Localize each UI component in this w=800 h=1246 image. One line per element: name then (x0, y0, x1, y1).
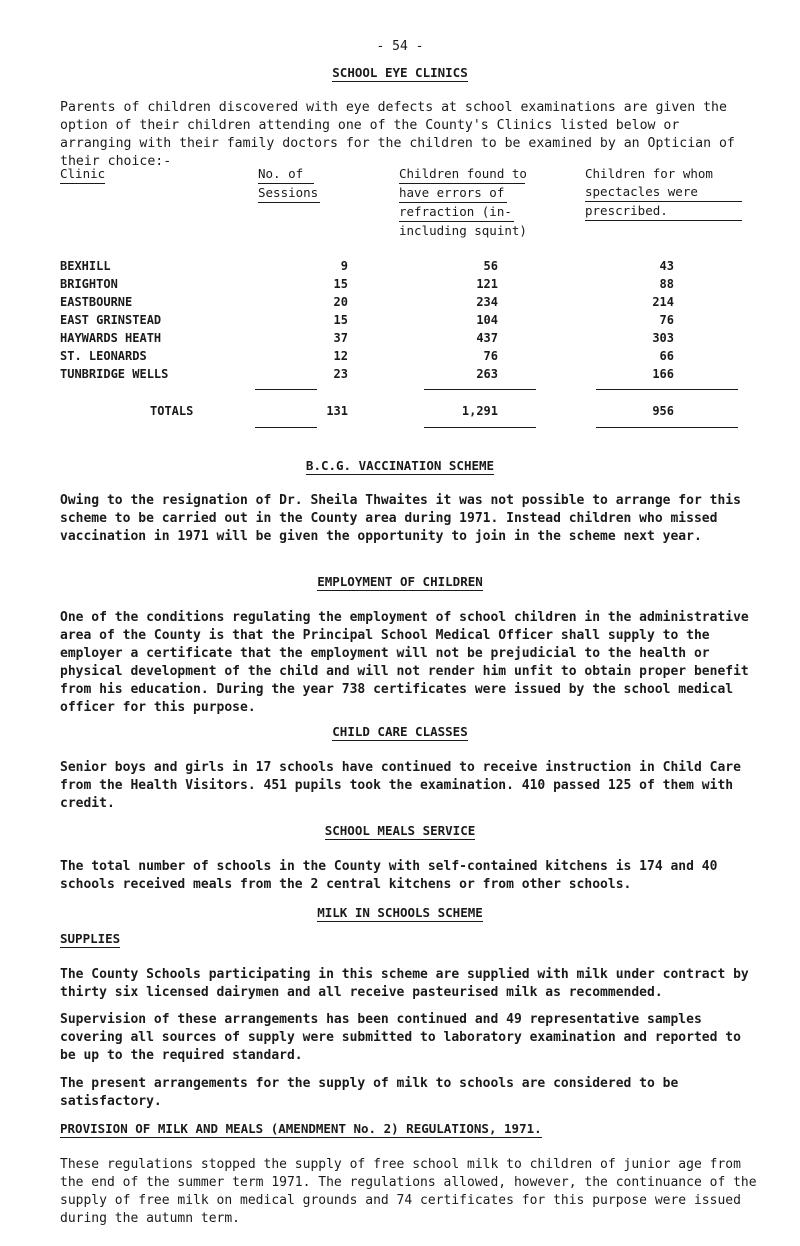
milk-heading: MILK IN SCHOOLS SCHEME (317, 905, 483, 920)
supplies-heading: SUPPLIES (60, 931, 121, 946)
meals-paragraph: The total number of schools in the County with self-contained kitchens is 174 and 40 schools received meals from the 2 central kitchens or from other schools. (60, 859, 718, 892)
employment-paragraph: One of the conditions regulating the employment of school children in the administrative area of the County is that the Principal School Medical Officer shall supply to the employer a certificate that the employment will not be prejudicial to the health or physical development of the child and will not render him unfit to obtain proper benefit from his education. During the year 738 certificates were issued by the school medical officer for this purpose. (60, 610, 749, 715)
bcg-heading: B.C.G. VACCINATION SCHEME (305, 458, 495, 473)
provision-paragraph: These regulations stopped the supply of free school milk to children of junior age from the end of the summer term 1971. The regulations allowed, however, the continuance of the supply of free milk on medical grounds and 74 certificates for this purpose were issued during the autumn term. (60, 1157, 757, 1226)
table-row: BRIGHTON 15 121 88 (60, 277, 674, 291)
page-number: - 54 - (376, 39, 424, 54)
table-row: HAYWARDS HEATH 37 437 303 (60, 331, 674, 345)
table-row: EASTBOURNE 20 234 214 (60, 295, 674, 309)
totals-rule (596, 389, 738, 390)
eye-clinics-heading: SCHOOL EYE CLINICS (332, 65, 468, 80)
totals-rule (596, 427, 738, 428)
childcare-heading: CHILD CARE CLASSES (332, 724, 468, 739)
table-row: TUNBRIDGE WELLS 23 263 166 (60, 367, 674, 381)
milk-arrangements-paragraph: The present arrangements for the supply of milk to schools are considered to be satisfactory. (60, 1076, 679, 1109)
milk-supervision-paragraph: Supervision of these arrangements has been continued and 49 representative samples covering all sources of supply were submitted to laboratory examination and reported to be up to the required standard. (60, 1012, 741, 1063)
totals-rule (424, 389, 536, 390)
table-row: ST. LEONARDS 12 76 66 (60, 349, 674, 363)
table-row: EAST GRINSTEAD 15 104 76 (60, 313, 674, 327)
employment-heading: EMPLOYMENT OF CHILDREN (317, 574, 483, 589)
table-row: BEXHILL 9 56 43 (60, 259, 674, 273)
meals-heading: SCHOOL MEALS SERVICE (324, 823, 476, 838)
childcare-paragraph: Senior boys and girls in 17 schools have continued to receive instruction in Child Care from the Health Visitors. 451 pupils took the examination. 410 passed 125 of them with credit. (60, 760, 741, 811)
bcg-paragraph: Owing to the resignation of Dr. Sheila Thwaites it was not possible to arrange for this scheme to be carried out in the County area during 1971. Instead children who missed vaccination in 1971 will be given the opportunity to join in the scheme next year. (60, 493, 741, 544)
col-spectacles-header: Children for whom spectacles were prescribed. (585, 165, 742, 221)
col-clinic-header: Clinic (60, 165, 105, 184)
milk-supplies-paragraph: The County Schools participating in this scheme are supplied with milk under contract by thirty six licensed dairymen and all receive pasteurised milk as recommended. (60, 967, 749, 1000)
totals-rule (255, 427, 317, 428)
col-errors-header: Children found to have errors of refraction (in- including squint) (399, 166, 527, 238)
totals-row: TOTALS 131 1,291 956 (150, 404, 674, 418)
provision-heading: PROVISION OF MILK AND MEALS (AMENDMENT No. 2) REGULATIONS, 1971. (60, 1121, 542, 1136)
totals-rule (424, 427, 536, 428)
totals-rule (255, 389, 317, 390)
col-sessions-header: No. of Sessions (258, 165, 320, 203)
eye-clinics-intro: Parents of children discovered with eye defects at school examinations are given the option of their children attending one of the County's Clinics listed below or arranging with their family doctors for the children to be examined by an Optician of their choice:- (60, 100, 735, 169)
